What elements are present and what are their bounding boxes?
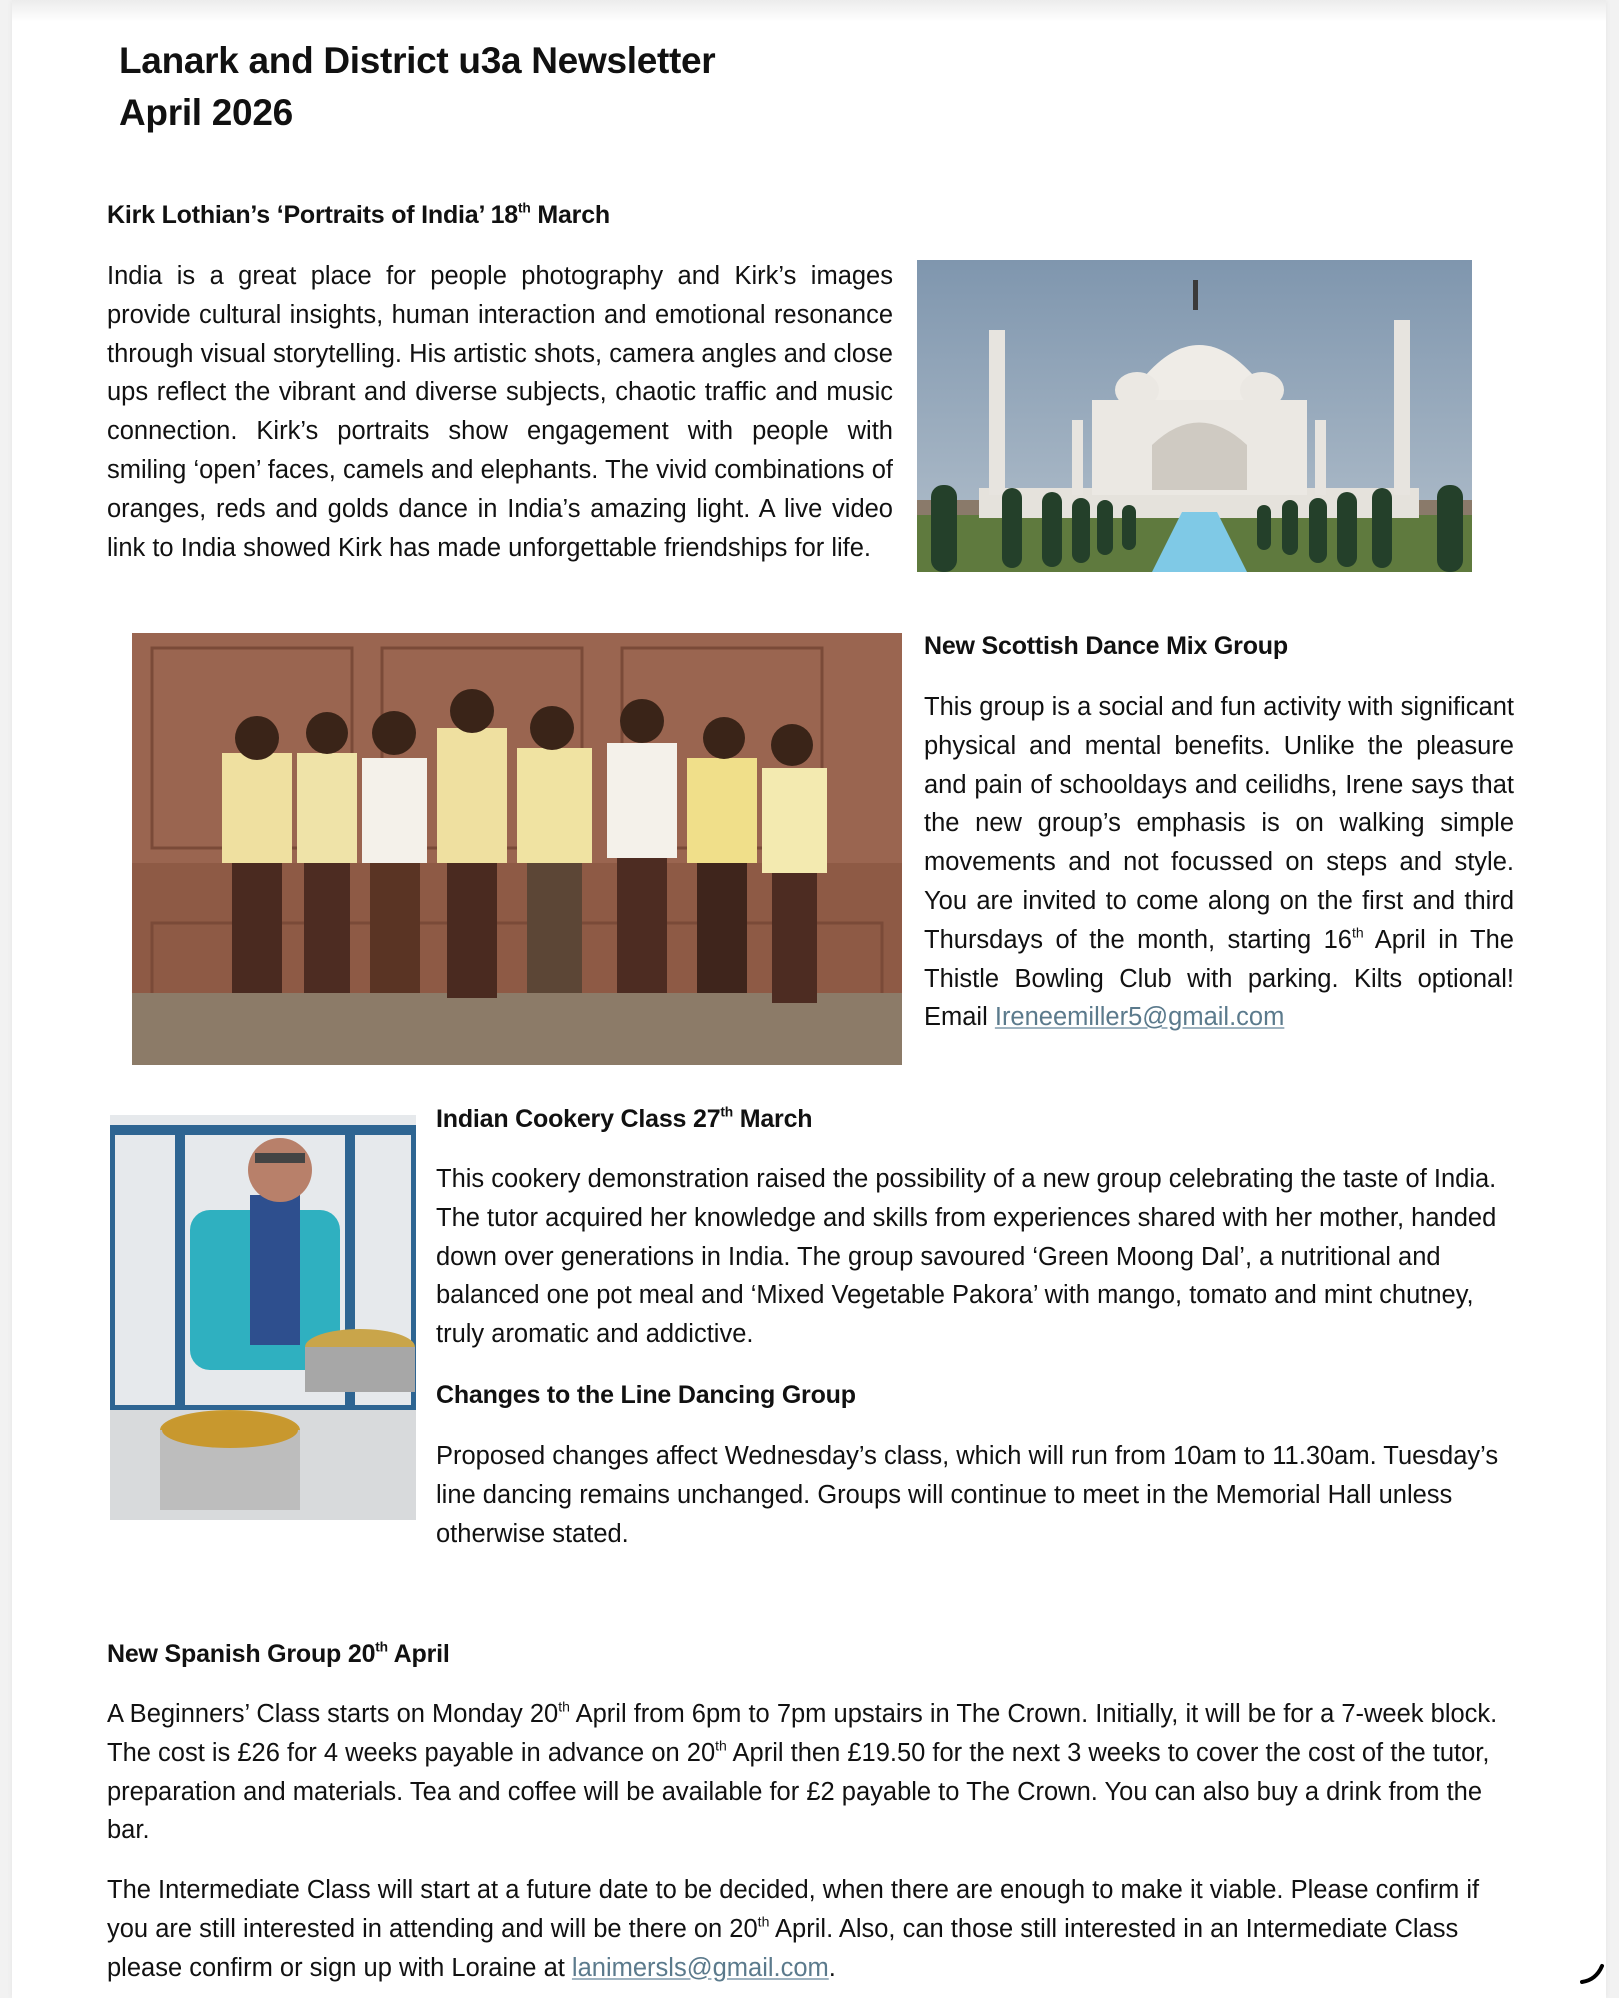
spanish-intermediate-paragraph: The Intermediate Class will start at a future date to be decided, when there are enough to make it viable. Please confirm if you are still interested in attending and will be there on 20th April. Also, can those still interested in an Intermediate Class please confirm or sign up with Loraine at lanimersls@gmail.com. [107,1876,1480,1982]
title-line-2: April 2026 [119,92,293,133]
group-photo-image [132,633,902,1065]
scottish-dance-body: This group is a social and fun activity with significant physical and mental benefits. Unlike the pleasure and pain of schooldays and ceilidhs, Irene says that the new group’s emphasis is on walking simple movements and not focussed on steps and style. You are invited to come along on the first and third Thursdays of the month, starting 16th April in The Thistle Bowling Club with parking. Kilts optional! Email Ireneemiller5@gmail.com [924,693,1514,1032]
line-dancing-heading: Changes to the Line Dancing Group [436,1381,856,1409]
cookery-heading: Indian Cookery Class 27th March [436,1104,813,1133]
newsletter-page [12,0,1606,1998]
portraits-heading: Kirk Lothian’s ‘Portraits of India’ 18th March [107,200,610,229]
page-curl-icon [1578,1958,1606,1986]
spanish-heading: New Spanish Group 20th April [107,1639,450,1668]
top-shadow [12,0,1606,22]
scottish-dance-heading: New Scottish Dance Mix Group [924,632,1288,660]
spanish-beginners-paragraph: A Beginners’ Class starts on Monday 20th April from 6pm to 7pm upstairs in The Crown. Initially, it will be for a 7-week block. The cost is £26 for 4 weeks payable in advance on 20th April then £19.50 for the next 3 weeks to cover the cost of the tutor, preparation and materials. Tea and coffee will be available for £2 payable to The Crown. You can also buy a drink from the bar. [107,1698,1498,1845]
newsletter-title [119,35,715,139]
irene-email-link[interactable]: Ireneemiller5@gmail.com [994,1003,1285,1032]
cookery-body: This cookery demonstration raised the possibility of a new group celebrating the taste of India. The tutor acquired her knowledge and skills from experiences shared with her mother, handed down over generations in India. The group savoured ‘Green Moong Dal’, a nutritional and balanced one pot meal and ‘Mixed Vegetable Pakora’ with mango, tomato and mint chutney, truly aromatic and addictive. [436,1165,1497,1349]
portraits-body: India is a great place for people photography and Kirk’s images provide cultural insights, human interaction and emotional resonance through visual storytelling. His artistic shots, camera angles and close ups reflect the vibrant and diverse subjects, chaotic traffic and music connection. Kirk’s portraits show engagement with people with smiling ‘open’ faces, camels and elephants. The vivid combinations of oranges, reds and golds dance in India’s amazing light. A live video link to India showed Kirk has made unforgettable friendships for life. [107,262,893,562]
loraine-email-link[interactable]: lanimersls@gmail.com [571,1953,829,1982]
cookery-photo-image [110,1115,416,1520]
title-line-1: Lanark and District u3a Newsletter [119,40,716,81]
line-dancing-body: Proposed changes affect Wednesday’s class, which will run from 10am to 11.30am. Tuesday’s line dancing remains unchanged. Groups will continue to meet in the Memorial Hall unless otherwise stated. [436,1442,1499,1548]
taj-mahal-image [917,260,1472,572]
